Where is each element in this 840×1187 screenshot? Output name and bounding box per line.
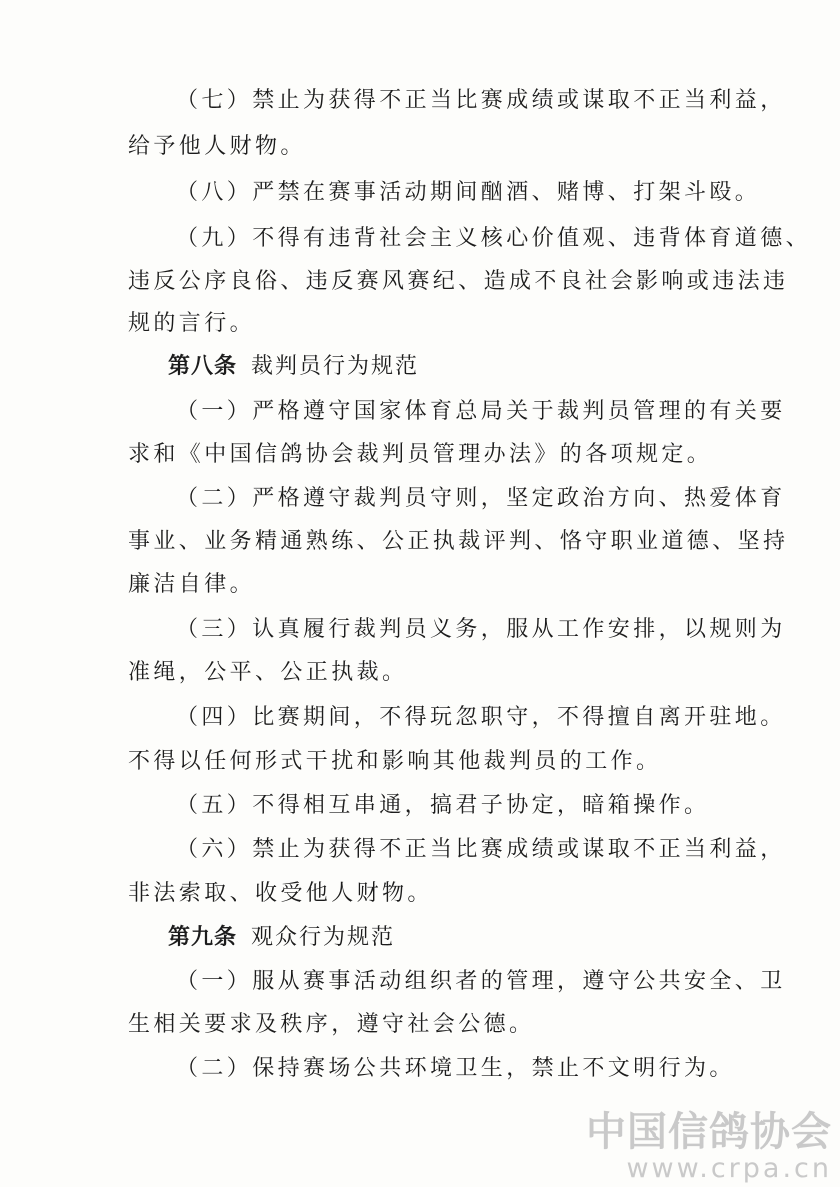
paragraph-line: 生相关要求及秩序，遵守社会公德。: [128, 1012, 535, 1037]
paragraph-line: 违反公序良俗、违反赛风赛纪、造成不良社会影响或违法违: [128, 269, 789, 294]
paragraph-line: （一）严格遵守国家体育总局关于裁判员管理的有关要: [176, 399, 786, 424]
article-title: 裁判员行为规范: [251, 354, 420, 379]
paragraph-line: （五）不得相互串通，搞君子协定，暗箱操作。: [176, 793, 710, 818]
paragraph-line: （一）服从赛事活动组织者的管理，遵守公共安全、卫: [176, 969, 786, 994]
article-number: 第九条: [168, 925, 238, 950]
paragraph-line: （三）认真履行裁判员义务，服从工作安排，以规则为: [176, 617, 786, 642]
paragraph-line: （二）保持赛场公共环境卫生，禁止不文明行为。: [176, 1056, 735, 1081]
paragraph-line: 求和《中国信鸽协会裁判员管理办法》的各项规定。: [128, 442, 713, 467]
paragraph-line: （八）严禁在赛事活动期间酗酒、赌博、打架斗殴。: [176, 180, 761, 205]
paragraph-line: （七）禁止为获得不正当比赛成绩或谋取不正当利益，: [176, 88, 786, 113]
article-heading-8: [168, 352, 419, 382]
paragraph-line: 事业、业务精通熟练、公正执裁评判、恪守职业道德、坚持: [128, 529, 789, 554]
watermark: [586, 1110, 832, 1184]
paragraph-line: 非法索取、收受他人财物。: [128, 881, 433, 906]
paragraph-line: 给予他人财物。: [128, 134, 306, 159]
article-number: 第八条: [168, 354, 238, 379]
article-heading-9: [168, 923, 395, 953]
paragraph-line: 准绳，公平、公正执裁。: [128, 660, 408, 685]
paragraph-line: 廉洁自律。: [128, 572, 256, 597]
paragraph-line: （二）严格遵守裁判员守则，坚定政治方向、热爱体育: [176, 486, 786, 511]
watermark-url: www.crpa.cn: [626, 1153, 832, 1184]
paragraph-line: 不得以任何形式干扰和影响其他裁判员的工作。: [128, 749, 662, 774]
paragraph-line: 规的言行。: [128, 311, 256, 336]
watermark-name: 中国信鸽协会: [586, 1109, 832, 1155]
paragraph-line: （九）不得有违背社会主义核心价值观、违背体育道德、: [176, 226, 812, 251]
paragraph-line: （六）禁止为获得不正当比赛成绩或谋取不正当利益，: [176, 837, 786, 862]
article-title: 观众行为规范: [251, 925, 396, 950]
paragraph-line: （四）比赛期间，不得玩忽职守，不得擅自离开驻地。: [176, 705, 786, 730]
